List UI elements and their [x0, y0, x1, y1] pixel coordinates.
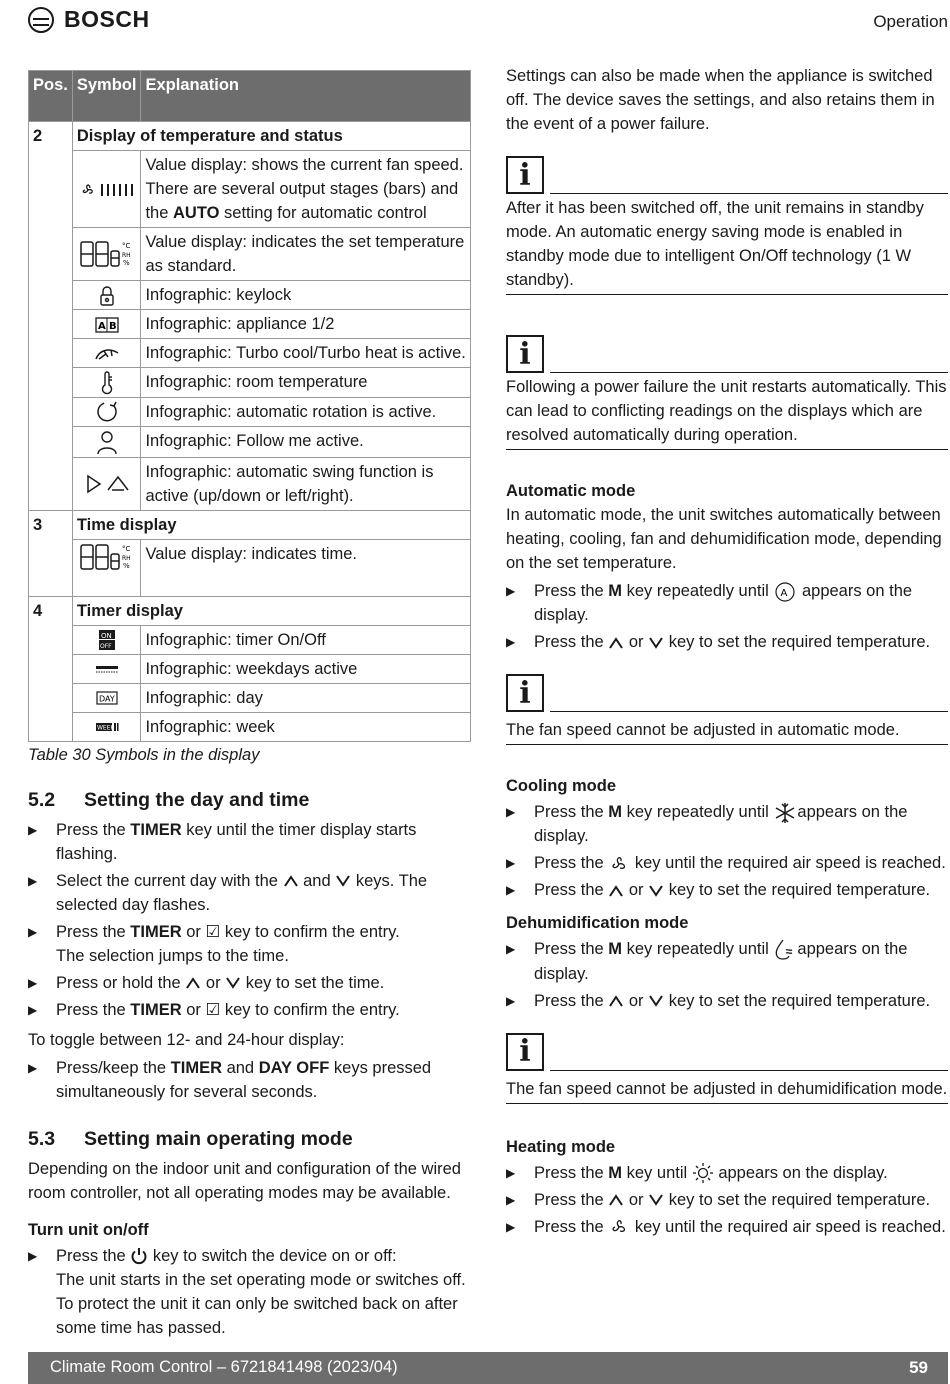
- note-text: The fan speed cannot be adjusted in dehumidification mode.: [506, 1077, 948, 1104]
- row-text: Infographic: day: [141, 683, 471, 712]
- svg-text:%: %: [122, 561, 130, 570]
- down-arrow-icon: [648, 636, 664, 650]
- list-item: ▶ Press the or key to set the required temperature.: [506, 1188, 948, 1212]
- svg-text:A: A: [780, 587, 788, 599]
- info-note: [506, 335, 948, 450]
- row-text: Infographic: timer On/Off: [141, 625, 471, 654]
- row-text: Infographic: week: [141, 712, 471, 741]
- droplet-icon: [773, 938, 797, 962]
- row-text: Infographic: room temperature: [141, 368, 471, 398]
- info-note: [506, 1033, 948, 1104]
- up-arrow-icon: [608, 1193, 624, 1207]
- fan-icon: [608, 854, 630, 874]
- table-header-row: [29, 71, 471, 122]
- list-item: ▶ Press the TIMER or ☑ key to confirm the entry.: [28, 998, 472, 1022]
- rotation-icon: [72, 397, 141, 426]
- segment-display-icon: [72, 539, 141, 596]
- pos-cell: 4: [29, 596, 73, 741]
- thermometer-icon: [72, 368, 141, 398]
- table-row: [29, 625, 471, 654]
- list-item: ▶ Press the or key to set the required temperature.: [506, 630, 948, 654]
- info-icon: i: [506, 156, 544, 194]
- on-off-badge-icon: [72, 625, 141, 654]
- row-text: Infographic: keylock: [141, 281, 471, 310]
- dehumidification-mode-steps: [506, 937, 948, 1013]
- table-row: [29, 368, 471, 398]
- table-row: [29, 397, 471, 426]
- list-item: ▶ Press the TIMER key until the timer display starts flashing.: [28, 818, 472, 866]
- row-text: Infographic: automatic swing function is active (up/down or left/right).: [141, 457, 471, 510]
- up-arrow-icon: [608, 636, 624, 650]
- swing-icon: [72, 457, 141, 510]
- automatic-mode-heading: Automatic mode: [506, 482, 636, 500]
- table-row: [29, 712, 471, 741]
- row-text: Infographic: Turbo cool/Turbo heat is active.: [141, 339, 471, 368]
- info-icon: i: [506, 335, 544, 373]
- svg-text:°C: °C: [121, 544, 131, 553]
- row-text: Value display: indicates the set temperature as standard.: [141, 228, 471, 281]
- svg-text:RH: RH: [121, 252, 131, 259]
- table-row: [29, 683, 471, 712]
- footer-text: Climate Room Control – 6721841498 (2023/04): [50, 1358, 398, 1376]
- row-text: Infographic: Follow me active.: [141, 426, 471, 457]
- weekdays-icon: [72, 654, 141, 683]
- list-item: ▶ Press the key to switch the device on or off: The unit starts in the set operating mode or switches off. To protect the unit it can only be switched back on after some time has passed.: [28, 1244, 472, 1340]
- down-arrow-icon: [335, 874, 351, 888]
- page-number: 59: [909, 1358, 928, 1377]
- section-5-3-heading: 5.3 Setting main operating mode: [28, 1127, 353, 1150]
- list-item: ▶ Press the or key to set the required temperature.: [506, 878, 948, 902]
- table-row: [29, 426, 471, 457]
- cooling-mode-steps: [506, 800, 948, 902]
- bosch-armature-icon: [28, 7, 54, 33]
- automatic-mode-text: In automatic mode, the unit switches automatically between heating, cooling, fan and dehumidification mode, depending on the set temperature.: [506, 506, 942, 572]
- list-item: ▶ Press the key until the required air speed is reached.: [506, 851, 948, 875]
- list-item: ▶ Press the key until the required air speed is reached.: [506, 1215, 948, 1239]
- svg-text:%: %: [122, 259, 130, 267]
- turn-on-off-steps: [28, 1244, 472, 1340]
- table-row: [29, 596, 471, 625]
- group-title: Timer display: [72, 596, 470, 625]
- table-row: [29, 457, 471, 510]
- symbols-table: [28, 70, 471, 742]
- list-item: ▶ Press the M key repeatedly until appears on the display.: [506, 937, 948, 986]
- info-note: [506, 156, 948, 295]
- group-title: Display of temperature and status: [72, 122, 470, 151]
- list-item: ▶ Press the TIMER or ☑ key to confirm the entry. The selection jumps to the time.: [28, 920, 472, 968]
- group-title: Time display: [72, 510, 470, 539]
- day-badge-icon: [72, 683, 141, 712]
- info-icon: i: [506, 674, 544, 712]
- row-text: Infographic: appliance 1/2: [141, 310, 471, 339]
- left-column: [28, 70, 472, 1343]
- section-5-2-heading: 5.2 Setting the day and time: [28, 788, 310, 811]
- section-title: Operation: [873, 12, 948, 31]
- down-arrow-icon: [648, 884, 664, 898]
- svg-text:A: A: [97, 320, 106, 332]
- settings-text: Settings can also be made when the appliance is switched off. The device saves the settings, and also retains them in the event of a power failure.: [506, 67, 935, 133]
- up-arrow-icon: [185, 976, 201, 990]
- page-footer: [28, 1352, 948, 1384]
- keylock-icon: [72, 281, 141, 310]
- pos-cell: 2: [29, 122, 73, 511]
- fan-bars-icon: [72, 151, 141, 228]
- note-text: Following a power failure the unit restarts automatically. This can lead to conflicting readings on the displays which are resolved automatically during operation.: [506, 375, 948, 450]
- fan-icon: [608, 1217, 630, 1237]
- auto-mode-icon: [773, 582, 797, 602]
- down-arrow-icon: [225, 976, 241, 990]
- appliance-ab-icon: [72, 310, 141, 339]
- sun-icon: [692, 1162, 714, 1184]
- table-row: [29, 151, 471, 228]
- week-badge-icon: [72, 712, 141, 741]
- note-text: After it has been switched off, the unit remains in standby mode. An automatic energy saving mode is enabled in standby mode due to intelligent On/Off technology (1 W standby).: [506, 196, 948, 295]
- section-5-3-intro: Depending on the indoor unit and configuration of the wired room controller, not all operating modes may be available.: [28, 1159, 461, 1202]
- list-item: ▶ Select the current day with the and keys. The selected day flashes.: [28, 869, 472, 917]
- turbo-icon: [72, 339, 141, 368]
- automatic-mode-steps: [506, 579, 948, 654]
- dehumidification-mode-heading: Dehumidification mode: [506, 914, 689, 932]
- snowflake-icon: [773, 802, 797, 824]
- pos-cell: 3: [29, 510, 73, 596]
- list-item: ▶ Press the or key to set the required temperature.: [506, 989, 948, 1013]
- heating-mode-heading: Heating mode: [506, 1137, 616, 1156]
- list-item: ▶ Press or hold the or key to set the time.: [28, 971, 472, 995]
- list-item: ▶ Press the M key repeatedly until A appears on the display.: [506, 579, 948, 627]
- row-text: Infographic: weekdays active: [141, 654, 471, 683]
- table-row: [29, 510, 471, 539]
- svg-text:°C: °C: [121, 242, 131, 250]
- svg-text:RH: RH: [121, 554, 131, 562]
- power-icon: [130, 1247, 148, 1265]
- toggle-steps: [28, 1056, 472, 1104]
- list-item: ▶ Press the M key until appears on the display.: [506, 1161, 948, 1185]
- up-arrow-icon: [608, 884, 624, 898]
- svg-text:ON: ON: [100, 632, 112, 641]
- svg-text:DAY: DAY: [98, 694, 115, 704]
- toggle-text: To toggle between 12- and 24-hour display:: [28, 1030, 345, 1049]
- segment-display-icon: [72, 228, 141, 281]
- down-arrow-icon: [648, 1193, 664, 1207]
- up-arrow-icon: [283, 874, 299, 888]
- table-row: [29, 228, 471, 281]
- col-symbol: Symbol: [72, 71, 141, 122]
- table-row: [29, 654, 471, 683]
- table-row: [29, 339, 471, 368]
- col-pos: Pos.: [29, 71, 73, 122]
- info-note: [506, 674, 948, 745]
- note-text: The fan speed cannot be adjusted in automatic mode.: [506, 718, 948, 745]
- up-arrow-icon: [608, 994, 624, 1008]
- turn-on-off-heading: Turn unit on/off: [28, 1220, 149, 1239]
- row-text: Value display: indicates time.: [141, 539, 471, 596]
- bosch-logo: [28, 6, 150, 33]
- info-icon: i: [506, 1033, 544, 1071]
- right-column: [506, 64, 948, 1242]
- table-row: [29, 122, 471, 151]
- table-caption: Table 30 Symbols in the display: [28, 745, 260, 764]
- col-explanation: Explanation: [141, 71, 471, 122]
- table-row: [29, 281, 471, 310]
- table-row: [29, 310, 471, 339]
- row-text: Value display: shows the current fan speed. There are several output stages (bars) and the AUTO setting for automatic control: [141, 151, 471, 228]
- down-arrow-icon: [648, 994, 664, 1008]
- brand-name: BOSCH: [64, 6, 150, 32]
- list-item: ▶ Press the M key repeatedly until appears on the display.: [506, 800, 948, 848]
- section-5-2-steps: [28, 818, 472, 1022]
- table-row: [29, 539, 471, 596]
- svg-text:WEEK: WEEK: [96, 724, 115, 732]
- heating-mode-steps: [506, 1161, 948, 1239]
- cooling-mode-heading: Cooling mode: [506, 777, 616, 795]
- svg-text:OFF: OFF: [99, 643, 112, 651]
- svg-text:B: B: [108, 320, 117, 332]
- person-icon: [72, 426, 141, 457]
- list-item: ▶ Press/keep the TIMER and DAY OFF keys pressed simultaneously for several seconds.: [28, 1056, 472, 1104]
- row-text: Infographic: automatic rotation is active.: [141, 397, 471, 426]
